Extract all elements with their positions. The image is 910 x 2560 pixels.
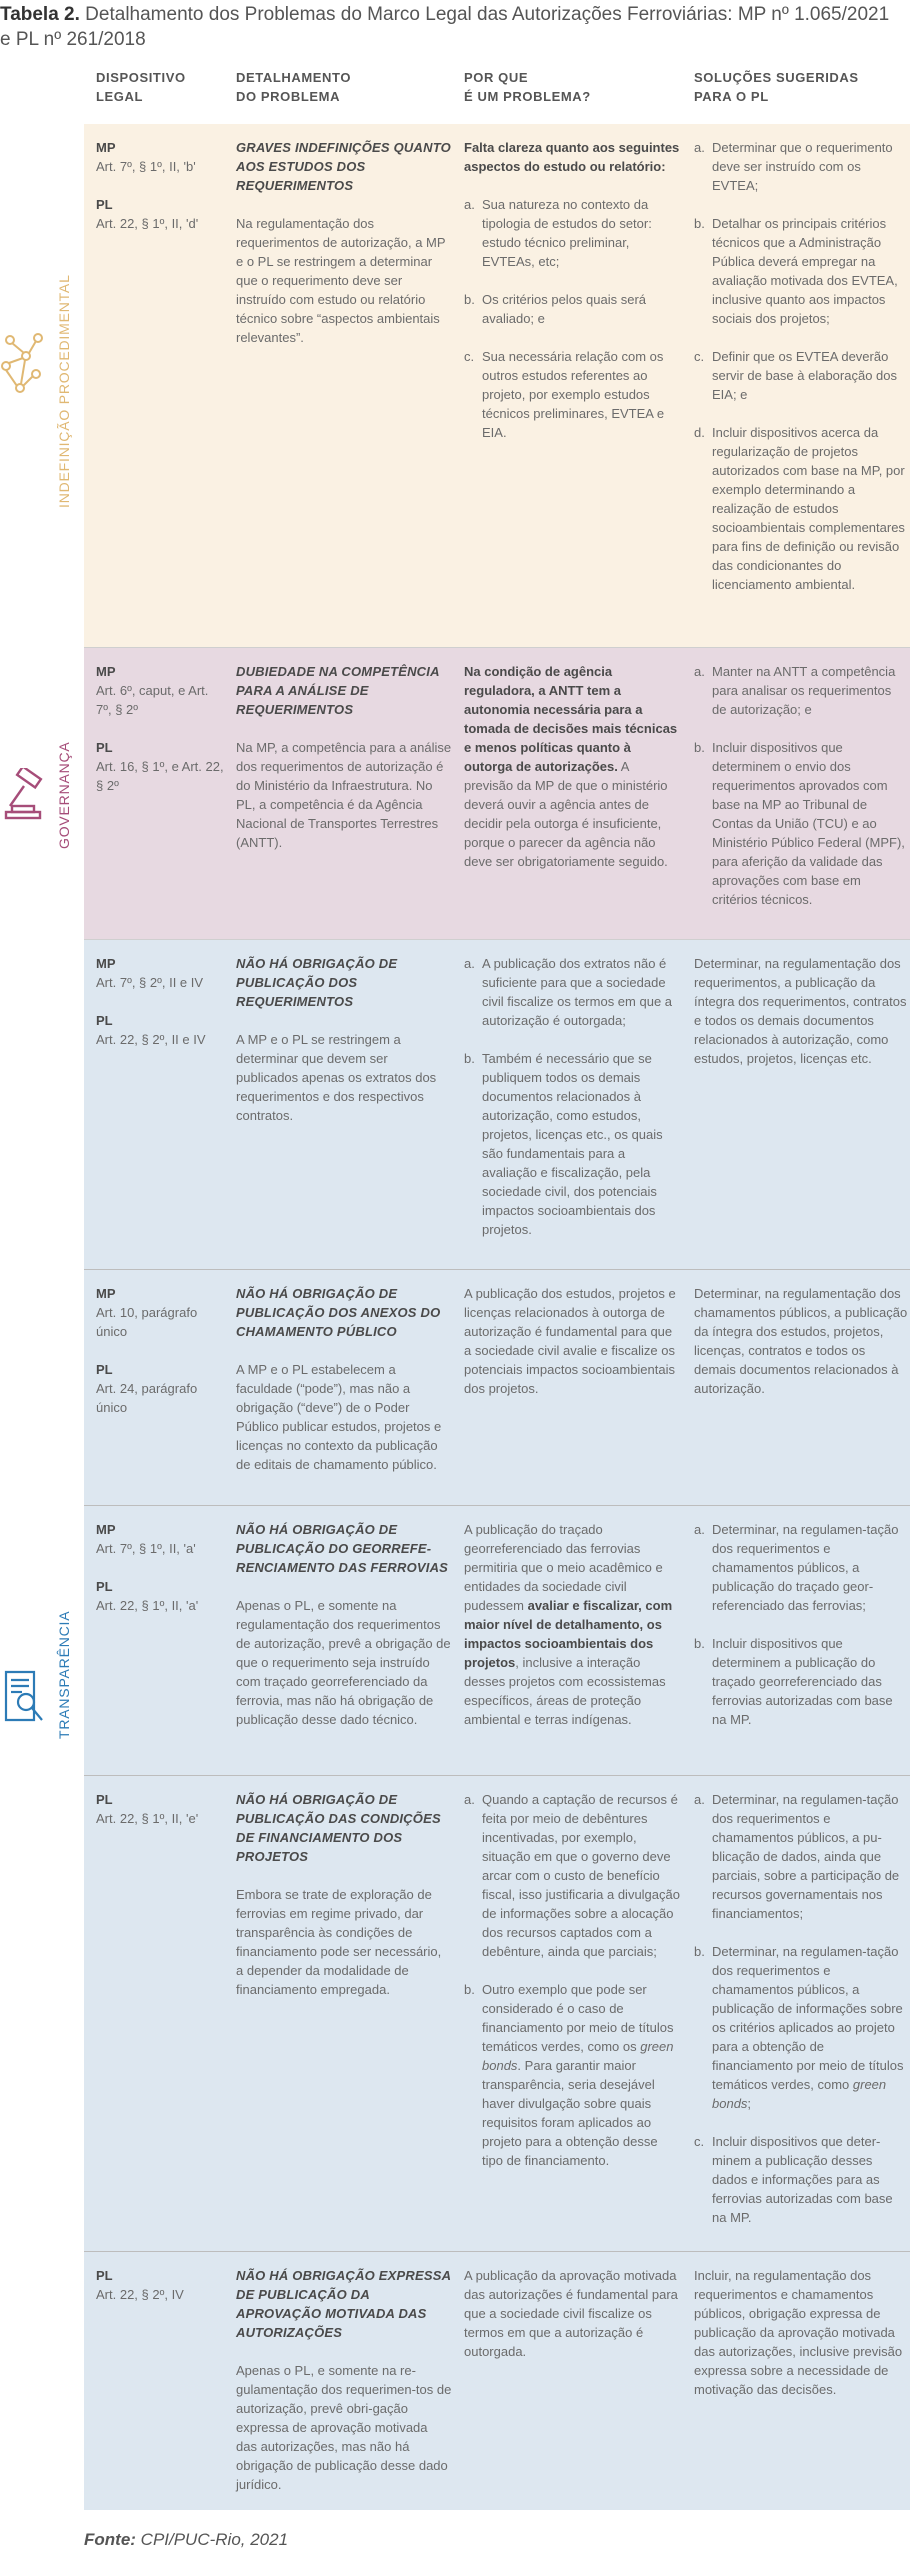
cell-solucoes bbox=[694, 138, 908, 594]
list-marker: a. bbox=[694, 664, 705, 679]
cell-detalhamento bbox=[236, 1284, 452, 1474]
list-item bbox=[694, 347, 908, 404]
list-item bbox=[694, 214, 908, 328]
table-header bbox=[0, 68, 910, 118]
solution-text: Incluir, na regulamentação dos requerimentos e chamamentos públicos, obrigação expressa de publicação da aprovação motivada das autorizações, inclusive previsão expressa sobre a necessidade de motivação das decisões. bbox=[694, 2268, 903, 2397]
dispositivo-label: PL bbox=[96, 197, 113, 212]
cell-dispositivo bbox=[96, 1790, 226, 1828]
list-marker: b. bbox=[464, 1051, 475, 1066]
list-marker: b. bbox=[464, 292, 475, 307]
table-row bbox=[84, 124, 910, 648]
header-detalhamento: DETALHAMENTO DO PROBLEMA bbox=[236, 70, 352, 104]
solution-text: Determinar, na regulamentação dos requerimentos, a publicação da íntegra dos requerimentos, contratos e todos os demais documentos relacionados à autorização, como estudos, projetos, licenças etc. bbox=[694, 956, 907, 1066]
dispositivo-label: PL bbox=[96, 1792, 113, 1807]
cell-por-que bbox=[464, 138, 680, 442]
problem-title: DUBIEDADE NA COMPETÊNCIA PARA A ANÁLISE DE REQUERIMENTOS bbox=[236, 664, 440, 717]
dispositivo-label: MP bbox=[96, 140, 116, 155]
reason-text: A publicação do traçado georreferenciado das ferrovias permitiria que o meio acadêmico e entidades da sociedade civil pudessem bbox=[464, 1522, 663, 1613]
dispositivo-ref: Art. 22, § 1º, II, 'a' bbox=[96, 1598, 199, 1613]
list-marker: c. bbox=[694, 2134, 705, 2149]
table-row bbox=[84, 1270, 910, 1506]
list-item bbox=[694, 423, 908, 594]
problem-description: Apenas o PL, e somente na re-gulamentação dos requerimen-tos de autorização, prevê obri-gação expressa de aprovação motivada das autorizações, mas não há obrigação de publicação desse dado jurídico. bbox=[236, 2363, 452, 2492]
list-text: Incluir dispositivos que deter-minem a publicação desses dados e informações para as ferrovias autorizadas com base na MP. bbox=[712, 2134, 893, 2225]
category-indefinicao-procedimental-label: INDEFINIÇÃO PROCEDIMENTAL bbox=[56, 274, 72, 508]
problem-title: GRAVES INDEFINIÇÕES QUANTO AOS ESTUDOS DOS REQUERIMENTOS bbox=[236, 140, 451, 193]
problem-title: NÃO HÁ OBRIGAÇÃO EXPRESSA DE PUBLICAÇÃO DA APROVAÇÃO MOTIVADA DAS AUTORIZAÇÕES bbox=[236, 2268, 451, 2340]
list-item bbox=[694, 1520, 908, 1615]
list-text bbox=[712, 1942, 908, 2113]
list-marker: b. bbox=[694, 1636, 705, 1651]
dispositivo-ref: Art. 10, parágrafo único bbox=[96, 1305, 198, 1339]
cell-dispositivo bbox=[96, 2266, 226, 2304]
cell-por-que bbox=[464, 662, 680, 871]
cell-solucoes bbox=[694, 1520, 908, 1729]
list-marker: a. bbox=[464, 956, 475, 971]
list-item bbox=[694, 138, 908, 195]
list-item bbox=[464, 290, 680, 328]
list-marker: c. bbox=[464, 349, 475, 364]
list-marker: d. bbox=[694, 425, 705, 440]
cell-detalhamento bbox=[236, 2266, 452, 2494]
cell-por-que bbox=[464, 1284, 680, 1398]
cell-detalhamento bbox=[236, 954, 452, 1125]
cell-dispositivo bbox=[96, 1284, 226, 1417]
list-marker: b. bbox=[694, 1944, 705, 1959]
dispositivo-label: PL bbox=[96, 1579, 113, 1594]
cell-solucoes bbox=[694, 954, 908, 1068]
list-text: Também é necessário que se publiquem todos os demais documentos relacionados à autorização, como estudos, projetos, licenças etc., os quais são fundamentais para a avaliação e fiscalização, pela sociedade civil, dos potenciais impactos socioambientais dos projetos. bbox=[482, 1051, 663, 1237]
dispositivo-ref: Art. 22, § 2º, IV bbox=[96, 2287, 184, 2302]
dispositivo-ref: Art. 22, § 2º, II e IV bbox=[96, 1032, 206, 1047]
dispositivo-ref: Art. 7º, § 1º, II, 'a' bbox=[96, 1541, 196, 1556]
list-text: Incluir dispositivos que determinem a publicação do traçado georreferenciado das ferrovias autorizadas com base na MP. bbox=[712, 1636, 893, 1727]
dispositivo-ref: Art. 16, § 1º, e Art. 22, § 2º bbox=[96, 759, 224, 793]
list-marker: b. bbox=[694, 740, 705, 755]
list-text: Sua necessária relação com os outros estudos referentes ao projeto, por exemplo estudos técnicos preliminares, EVTEA e EIA. bbox=[482, 349, 665, 440]
list-text: Os critérios pelos quais será avaliado; e bbox=[482, 292, 647, 326]
list-marker: a. bbox=[694, 1792, 705, 1807]
list-marker: a. bbox=[694, 1522, 705, 1537]
category-governanca-label: GOVERNANÇA bbox=[56, 741, 72, 849]
dispositivo-ref: Art. 22, § 1º, II, 'd' bbox=[96, 216, 199, 231]
dispositivo-label: PL bbox=[96, 1013, 113, 1028]
problem-title: NÃO HÁ OBRIGAÇÃO DE PUBLICAÇÃO DO GEORREFE-RENCIAMENTO DAS FERROVIAS bbox=[236, 1522, 449, 1575]
list-marker: b. bbox=[464, 1982, 475, 1997]
list-text: Incluir dispositivos acerca da regularização de projetos autorizados com base na MP, por exemplo determinando a realização de estudos socioambientais complementares para fins de definição ou revisão das condicionantes do licenciamento ambiental. bbox=[712, 425, 905, 592]
list-text-part: ; bbox=[747, 2096, 752, 2111]
table-row bbox=[84, 1776, 910, 2252]
table-caption: Detalhamento dos Problemas do Marco Legal das Autorizações Ferroviárias: MP nº 1.065/2021 e PL nº 261/2018 bbox=[0, 4, 890, 50]
problem-title: NÃO HÁ OBRIGAÇÃO DE PUBLICAÇÃO DOS REQUERIMENTOS bbox=[236, 956, 398, 1009]
list-marker: a. bbox=[694, 140, 705, 155]
dispositivo-ref: Art. 7º, § 1º, II, 'b' bbox=[96, 159, 196, 174]
dispositivo-ref: Art. 22, § 1º, II, 'e' bbox=[96, 1811, 199, 1826]
dispositivo-ref: Art. 6º, caput, e Art. 7º, § 2º bbox=[96, 683, 209, 717]
reason-text: A publicação dos estudos, projetos e licenças relacionados à outorga de autorização é fundamental para que a sociedade civil avalie e fiscalize os potenciais impactos socioambientais dos projetos. bbox=[464, 1286, 676, 1396]
list-marker: a. bbox=[464, 1792, 475, 1807]
document-magnifier-icon bbox=[0, 1668, 48, 1726]
dispositivo-label: MP bbox=[96, 1522, 116, 1537]
list-item bbox=[694, 2132, 908, 2227]
list-marker: c. bbox=[694, 349, 705, 364]
table-row bbox=[84, 1506, 910, 1776]
table-row bbox=[84, 940, 910, 1270]
list-item bbox=[694, 1942, 908, 2113]
problem-description: Apenas o PL, e somente na regulamentação dos requerimentos de autorização, prevê a obrigação de que o requerimento seja instruído com traçado georreferenciado da ferrovia, mas não há obrigação de publicação desse dado técnico. bbox=[236, 1598, 451, 1727]
source-note bbox=[84, 2530, 288, 2550]
cell-por-que bbox=[464, 1520, 680, 1729]
list-item bbox=[694, 662, 908, 719]
dispositivo-label: MP bbox=[96, 664, 116, 679]
list-marker: b. bbox=[694, 216, 705, 231]
table-number: Tabela 2. bbox=[0, 4, 80, 25]
cell-solucoes bbox=[694, 1284, 908, 1398]
dispositivo-label: MP bbox=[96, 956, 116, 971]
header-dispositivo: DISPOSITIVO LEGAL bbox=[96, 70, 186, 104]
list-text: Detalhar os principais critérios técnicos que a Administração Pública deverá empregar na avaliação motivada dos EVTEA, inclusive quanto aos impactos sociais dos projetos; bbox=[712, 216, 898, 326]
list-item bbox=[694, 1790, 908, 1923]
list-text-part: Outro exemplo que pode ser considerado é o caso de financiamento por meio de títulos temáticos verdes, como os bbox=[482, 1982, 674, 2054]
list-text-part: Determinar, na regulamen-tação dos requerimentos e chamamentos públicos, a publicação de informações sobre os critérios aplicados ao projeto para a obtenção de financiamento por meio de títulos temáticos verdes, como bbox=[712, 1944, 904, 2092]
problem-description: Na regulamentação dos requerimentos de autorização, a MP e o PL se restringem a determinar que o requerimento deve ser instruído com estudo ou relatório técnico sobre “aspectos ambientais relevantes”. bbox=[236, 216, 446, 345]
list-text bbox=[482, 1980, 680, 2170]
problem-title: NÃO HÁ OBRIGAÇÃO DE PUBLICAÇÃO DAS CONDIÇÕES DE FINANCIAMENTO DOS PROJETOS bbox=[236, 1792, 441, 1864]
reason-lead: Falta clareza quanto aos seguintes aspectos do estudo ou relatório: bbox=[464, 140, 680, 174]
dispositivo-label: PL bbox=[96, 1362, 113, 1377]
dispositivo-label: MP bbox=[96, 1286, 116, 1301]
reason-emphasis: avaliar e fiscalizar, com maior nível de detalhamento, os impactos socioambientais dos projetos bbox=[464, 1598, 673, 1670]
list-item bbox=[464, 954, 680, 1030]
cell-dispositivo bbox=[96, 138, 226, 233]
list-text-part: . Para garantir maior transparência, seria desejável haver divulgação sobre quais requisitos foram aplicados ao projeto para a obtenção desse tipo de financiamento. bbox=[482, 2058, 658, 2168]
list-item bbox=[464, 195, 680, 271]
reason-text: A previsão da MP de que o ministério deverá ouvir a agência antes de decidir pela outorga é insuficiente, porque o parecer da agência não deve ser obrigatoriamente seguido. bbox=[464, 759, 668, 869]
list-item bbox=[464, 1049, 680, 1239]
reason-text: A publicação da aprovação motivada das autorizações é fundamental para que a sociedade civil fiscalize os termos em que a autorização é outorgada. bbox=[464, 2268, 678, 2359]
cell-por-que bbox=[464, 954, 680, 1239]
dispositivo-label: PL bbox=[96, 740, 113, 755]
list-item bbox=[464, 1980, 680, 2170]
list-text: Determinar, na regulamen-tação dos requerimentos e chamamentos públicos, a publicação do traçado geor-referenciado das ferrovias; bbox=[712, 1522, 899, 1613]
cell-por-que bbox=[464, 2266, 680, 2361]
list-text-italic: green bonds bbox=[712, 2077, 887, 2111]
table-row bbox=[84, 648, 910, 940]
list-text-italic: green bonds bbox=[482, 2039, 674, 2073]
problem-description: Na MP, a competência para a análise dos requerimentos de autorização é do Ministério da Infraestrutura. No PL, a competência é da Agência Nacional de Transportes Terrestres (ANTT). bbox=[236, 740, 452, 850]
list-marker: a. bbox=[464, 197, 475, 212]
dispositivo-ref: Art. 24, parágrafo único bbox=[96, 1381, 198, 1415]
header-solucoes: SOLUÇÕES SUGERIDAS PARA O PL bbox=[694, 70, 859, 104]
reason-text: , inclusive a interação desses projetos com ecossistemas específicos, áreas de proteção ambiental e terras indígenas. bbox=[464, 1655, 666, 1727]
problem-description: A MP e o PL se restringem a determinar que devem ser publicados apenas os extratos dos requerimentos e dos respectivos contratos. bbox=[236, 1032, 437, 1123]
problem-description: Embora se trate de exploração de ferrovias em regime privado, dar transparência às condições de financiamento pode ser necessário, a depender da modalidade de financiamento empregada. bbox=[236, 1887, 442, 1997]
reason-lead: Na condição de agência reguladora, a ANTT tem a autonomia necessária para a tomada de decisões mais técnicas e menos políticas quanto à outorga de autorizações. bbox=[464, 664, 678, 774]
header-por-que: POR QUE É UM PROBLEMA? bbox=[464, 70, 591, 104]
network-nodes-icon bbox=[0, 330, 46, 402]
cell-detalhamento bbox=[236, 1520, 452, 1729]
list-text: Definir que os EVTEA deverão servir de base à elaboração dos EIA; e bbox=[712, 349, 898, 402]
problem-description: A MP e o PL estabelecem a faculdade (“pode”), mas não a obrigação (“deve”) de o Poder Público publicar estudos, projetos e licenças no contexto da publicação de editais de chamamento público. bbox=[236, 1362, 442, 1472]
problem-title: NÃO HÁ OBRIGAÇÃO DE PUBLICAÇÃO DOS ANEXOS DO CHAMAMENTO PÚBLICO bbox=[236, 1286, 441, 1339]
list-text: Sua natureza no contexto da tipologia de estudos do setor: estudo técnico preliminar, EVTEAs, etc; bbox=[482, 197, 652, 269]
cell-dispositivo bbox=[96, 954, 226, 1049]
list-text: A publicação dos extratos não é suficiente para que a sociedade civil fiscalize os termos em que a autorização é outorgada; bbox=[482, 956, 673, 1028]
gavel-icon bbox=[2, 768, 48, 828]
cell-detalhamento bbox=[236, 138, 452, 347]
list-text: Determinar que o requerimento deve ser instruído com os EVTEA; bbox=[712, 140, 893, 193]
cell-detalhamento bbox=[236, 662, 452, 852]
cell-detalhamento bbox=[236, 1790, 452, 1999]
cell-dispositivo bbox=[96, 1520, 226, 1615]
source-text: CPI/PUC-Rio, 2021 bbox=[135, 2530, 289, 2549]
category-transparencia-label: TRANSPARÊNCIA bbox=[56, 1610, 72, 1740]
list-item bbox=[464, 347, 680, 442]
cell-solucoes bbox=[694, 662, 908, 909]
table-row bbox=[84, 2252, 910, 2510]
list-text: Manter na ANTT a competência para analisar os requerimentos de autorização; e bbox=[712, 664, 896, 717]
cell-por-que bbox=[464, 1790, 680, 2170]
table-title bbox=[0, 0, 910, 52]
list-item bbox=[694, 1634, 908, 1729]
source-label: Fonte: bbox=[84, 2530, 136, 2549]
list-item bbox=[694, 738, 908, 909]
cell-solucoes bbox=[694, 2266, 908, 2399]
list-item bbox=[464, 1790, 680, 1961]
solution-text: Determinar, na regulamentação dos chamamentos públicos, a publicação da íntegra dos estudos, projetos, licenças, contratos e todos os demais documentos relacionados à autorização. bbox=[694, 1286, 908, 1396]
dispositivo-label: PL bbox=[96, 2268, 113, 2283]
cell-dispositivo bbox=[96, 662, 226, 795]
list-text: Incluir dispositivos que determinem o envio dos requerimentos aprovados com base na MP ao Tribunal de Contas da União (TCU) e ao Ministério Público Federal (MPF), para aferição da validade das aprovações com base em critérios técnicos. bbox=[712, 740, 905, 907]
list-text: Quando a captação de recursos é feita por meio de debêntures incentivadas, por exemplo, situação em que o governo deve arcar com o custo de benefício fiscal, isso justificaria a divulgação de informações sobre a alocação dos recursos captados com a debênture, ainda que parciais; bbox=[482, 1792, 680, 1959]
cell-solucoes bbox=[694, 1790, 908, 2227]
dispositivo-ref: Art. 7º, § 2º, II e IV bbox=[96, 975, 204, 990]
list-text: Determinar, na regulamen-tação dos requerimentos e chamamentos públicos, a pu-blicação de dados, ainda que parciais, sobre a participação de recursos governamentais nos financiamentos; bbox=[712, 1792, 900, 1921]
